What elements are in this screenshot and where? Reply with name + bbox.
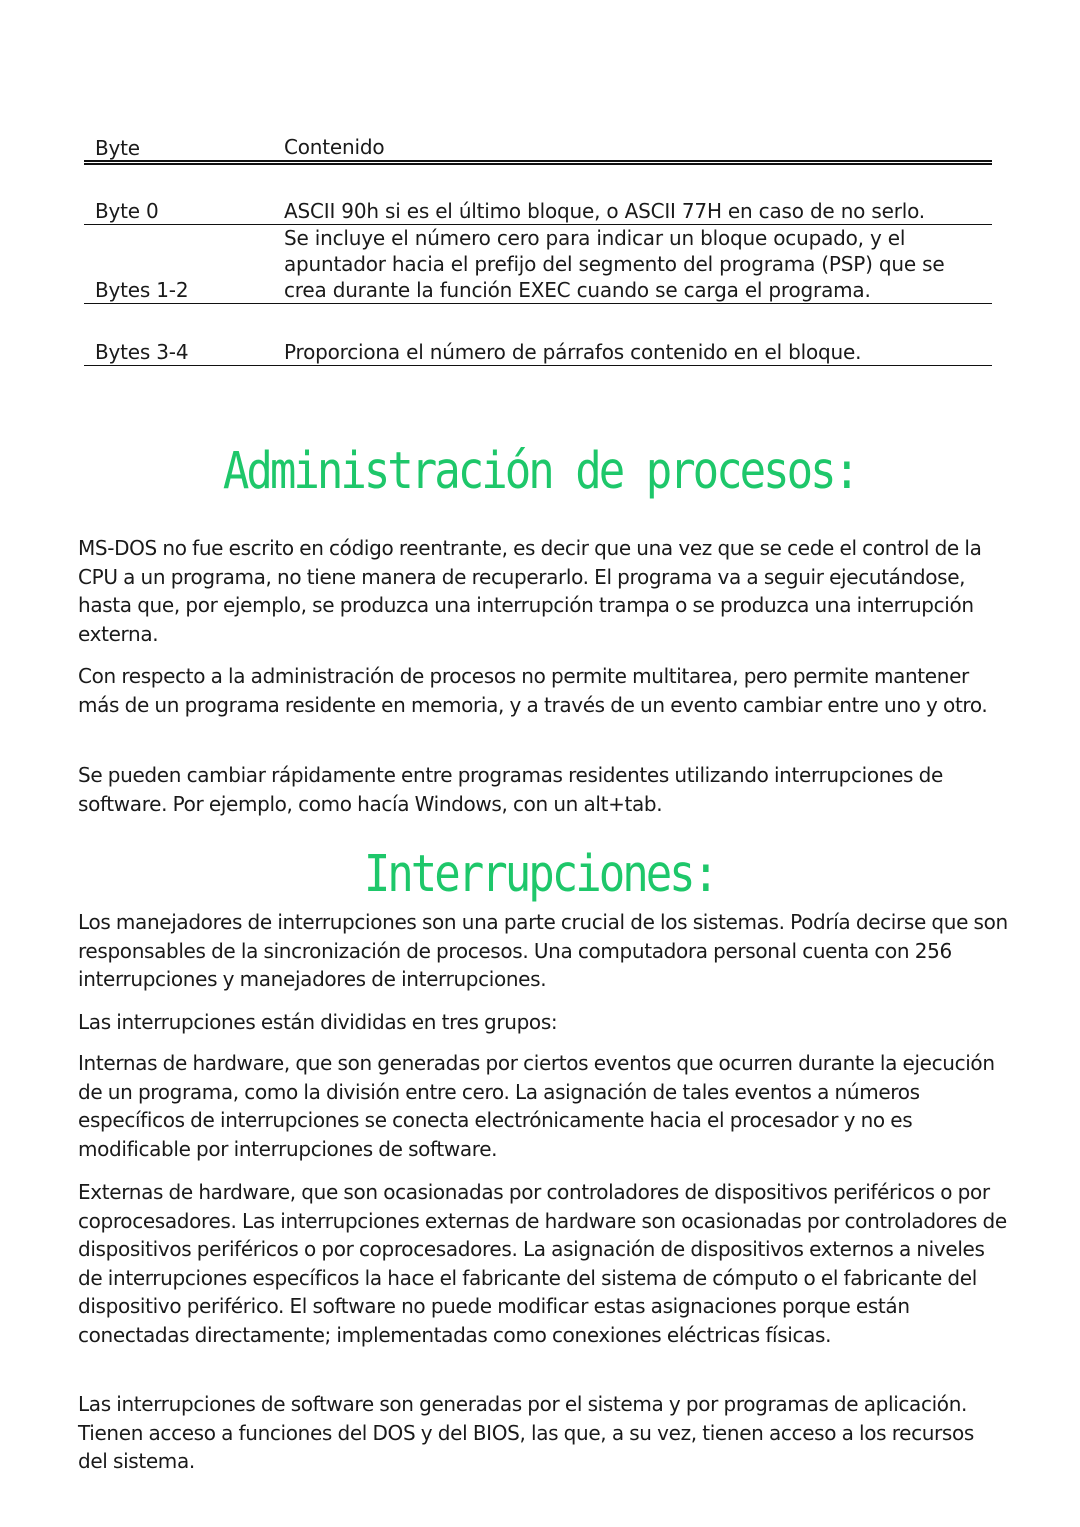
paragraph: Con respecto a la administración de procesos no permite multitarea, pero permite mantener más de un programa residente en memoria, y a través de un evento cambiar entre uno y otro. — [78, 664, 988, 717]
row-byte-label: Byte 0 — [95, 199, 159, 223]
memory-block-table — [84, 128, 992, 366]
table-row — [84, 197, 992, 225]
row-content: Se incluye el número cero para indicar un bloque ocupado, y el apuntador hacia el prefijo del segmento del programa (PSP) que se crea durante la función EXEC cuando se carga el programa. — [284, 226, 945, 302]
table-row — [84, 304, 992, 366]
paragraph: Las interrupciones de software son generadas por el sistema y por programas de aplicación. Tienen acceso a funciones del DOS y del BIOS, las que, a su vez, tienen acceso a los recursos del sistema. — [78, 1392, 974, 1473]
heading-administracion-procesos: Administración de procesos: — [222, 442, 858, 501]
table-row — [84, 225, 992, 304]
paragraph: MS-DOS no fue escrito en código reentrante, es decir que una vez que se cede el control de la CPU a un programa, no tiene manera de recuperarlo. El programa va a seguir ejecutándose, hasta que, por ejemplo, se produzca una interrupción trampa o se produzca una interrupción externa. — [78, 536, 982, 646]
paragraph: Las interrupciones están divididas en tres grupos: — [78, 1010, 558, 1034]
table-header — [84, 128, 992, 165]
row-byte-label: Bytes 3-4 — [95, 340, 189, 364]
row-byte-label: Bytes 1-2 — [95, 278, 189, 302]
paragraph: Internas de hardware, que son generadas por ciertos eventos que ocurren durante la ejecución de un programa, como la división entre cero. La asignación de tales eventos a números específicos de interrupciones se conecta electrónicamente hacia el procesador y no es modificable por interrupciones de software. — [78, 1051, 995, 1161]
heading-interrupciones: Interrupciones: — [363, 845, 717, 904]
paragraph: Los manejadores de interrupciones son una parte crucial de los sistemas. Podría decirse que son responsables de la sincronización de procesos. Una computadora personal cuenta con 256 interrupciones y manejadores de interrupciones. — [78, 910, 1008, 991]
paragraph: Externas de hardware, que son ocasionadas por controladores de dispositivos periféricos o por coprocesadores. Las interrupciones externas de hardware son ocasionadas por controladores de dispositivos periféricos o por coprocesadores. La asignación de dispositivos externos a niveles de interrupciones específicos la hace el fabricante del sistema de cómputo o el fabricante del dispositivo periférico. El software no puede modificar estas asignaciones porque están conectadas directamente; implementadas como conexiones eléctricas físicas. — [78, 1180, 1007, 1347]
row-content: ASCII 90h si es el último bloque, o ASCII 77H en caso de no serlo. — [284, 199, 925, 223]
row-content: Proporciona el número de párrafos contenido en el bloque. — [284, 340, 862, 364]
paragraph: Se pueden cambiar rápidamente entre programas residentes utilizando interrupciones de software. Por ejemplo, como hacía Windows, con un alt+tab. — [78, 763, 943, 816]
header-contenido: Contenido — [284, 135, 385, 159]
header-byte: Byte — [95, 136, 140, 160]
